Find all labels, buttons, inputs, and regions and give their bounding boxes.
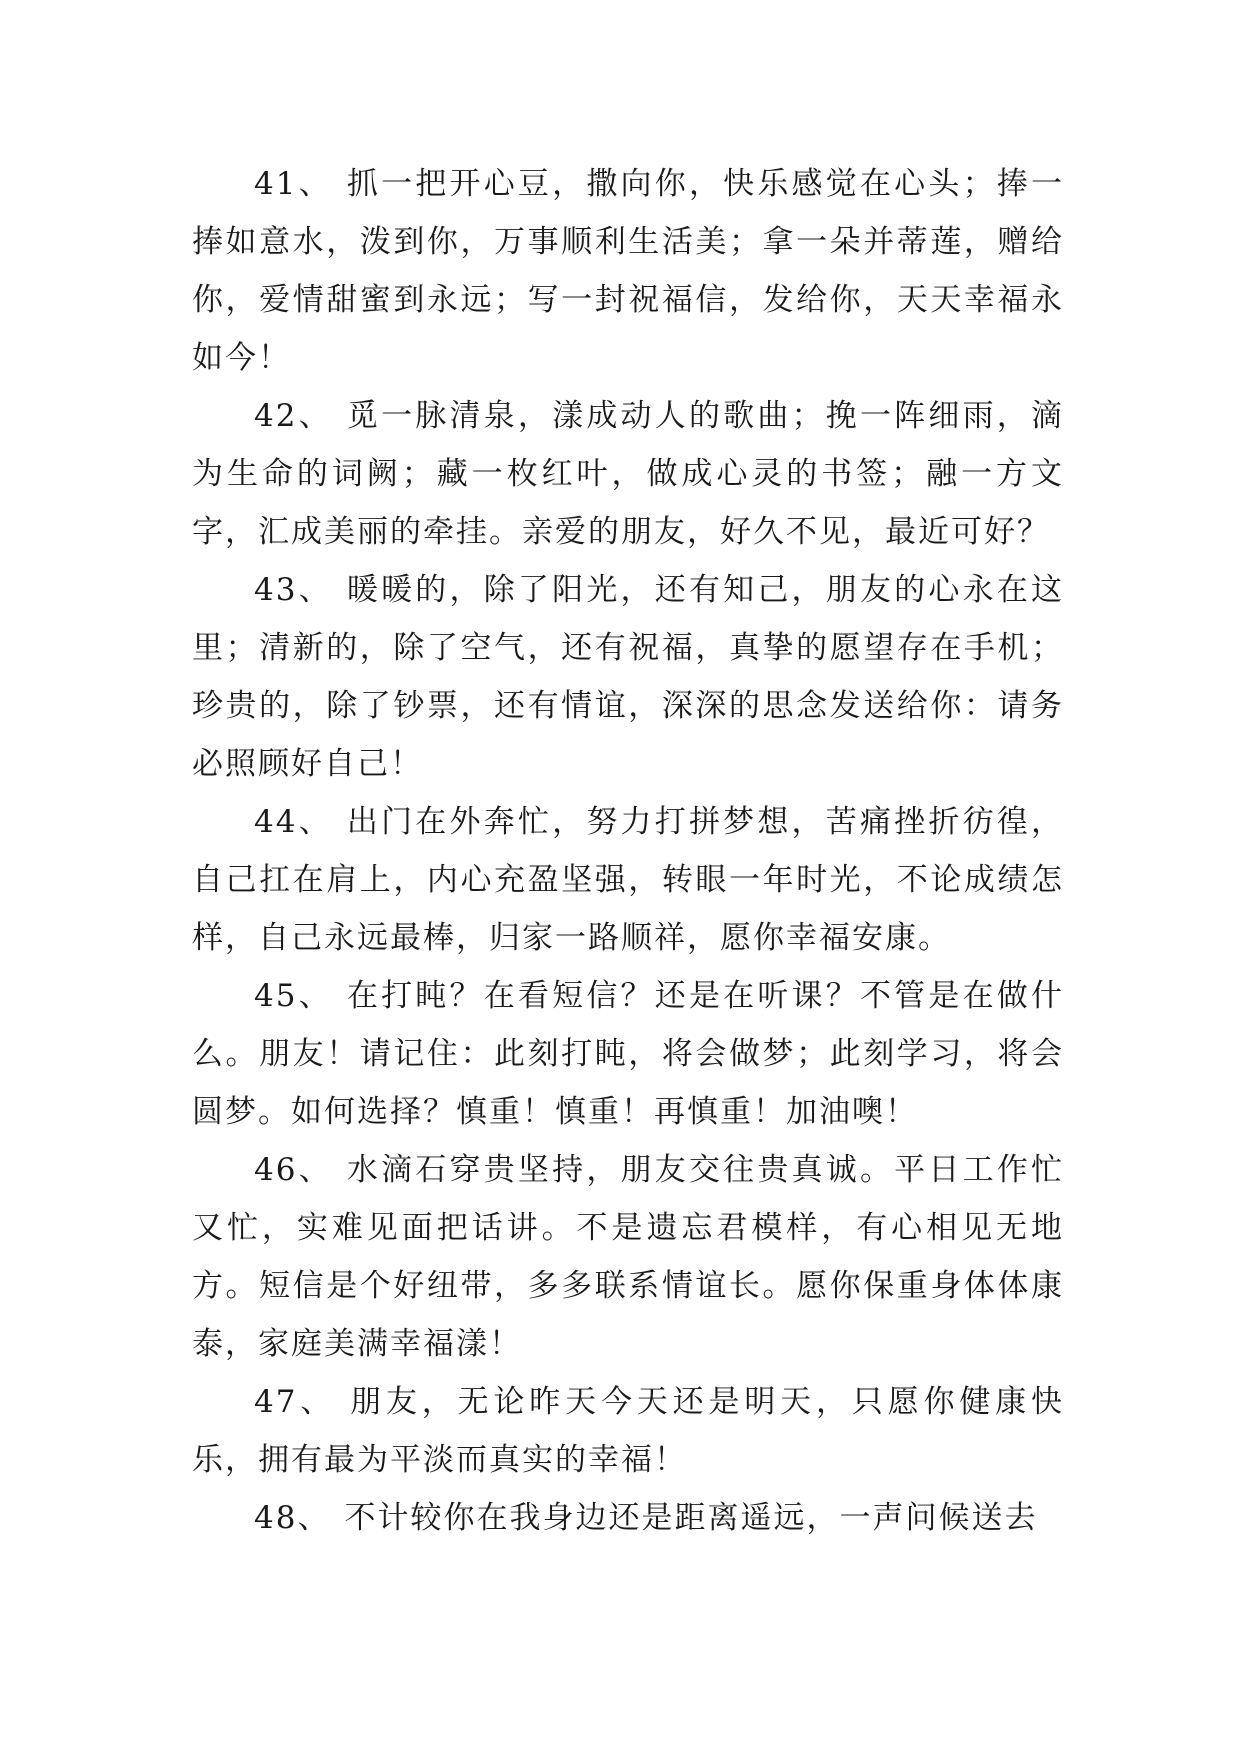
paragraph-48 [192,1489,1064,1547]
paragraph-44 [192,793,1064,967]
paragraph-42 [192,387,1064,561]
paragraph-number: 44、 [254,804,333,840]
document-body [192,155,1064,1547]
paragraph-46 [192,1141,1064,1373]
paragraph-text: 不计较你在我身边还是距离遥远，一声问候送去 [344,1500,1038,1536]
paragraph-43 [192,561,1064,793]
paragraph-number: 47、 [254,1384,337,1420]
paragraph-text: 朋友，无论昨天今天还是明天，只愿你健康快乐，拥有最为平淡而真实的幸福！ [192,1384,1064,1478]
paragraph-45 [192,967,1064,1141]
paragraph-text: 水滴石穿贵坚持，朋友交往贵真诚。平日工作忙又忙，实难见面把话讲。不是遗忘君模样，有心相见无地方。短信是个好纽带，多多联系情谊长。愿你保重身体体康泰，家庭美满幸福漾！ [192,1152,1065,1362]
paragraph-number: 48、 [254,1500,331,1536]
paragraph-number: 46、 [254,1152,333,1188]
paragraph-text: 觅一脉清泉，漾成动人的歌曲；挽一阵细雨，滴为生命的词阙；藏一枚红叶，做成心灵的书签；融一方文字，汇成美丽的牵挂。亲爱的朋友，好久不见，最近可好？ [192,398,1065,550]
paragraph-41 [192,155,1064,387]
paragraph-text: 抓一把开心豆，撒向你，快乐感觉在心头；捧一捧如意水，泼到你，万事顺利生活美；拿一朵并蒂莲，赠给你，爱情甜蜜到永远；写一封祝福信，发给你，天天幸福永如今！ [192,166,1065,376]
paragraph-text: 在打盹？在看短信？还是在听课？不管是在做什么。朋友！请记住：此刻打盹，将会做梦；此刻学习，将会圆梦。如何选择？慎重！慎重！再慎重！加油噢！ [192,978,1065,1130]
paragraph-text: 出门在外奔忙，努力打拼梦想，苦痛挫折彷徨，自己扛在肩上，内心充盈坚强，转眼一年时光，不论成绩怎样，自己永远最棒，归家一路顺祥，愿你幸福安康。 [192,804,1065,956]
paragraph-number: 42、 [254,398,333,434]
paragraph-number: 45、 [254,978,333,1014]
paragraph-number: 41、 [254,166,333,202]
paragraph-text: 暖暖的，除了阳光，还有知己，朋友的心永在这里；清新的，除了空气，还有祝福，真挚的愿望存在手机；珍贵的，除了钞票，还有情谊，深深的思念发送给你：请务必照顾好自己！ [192,572,1065,782]
paragraph-47 [192,1373,1064,1489]
paragraph-number: 43、 [254,572,333,608]
